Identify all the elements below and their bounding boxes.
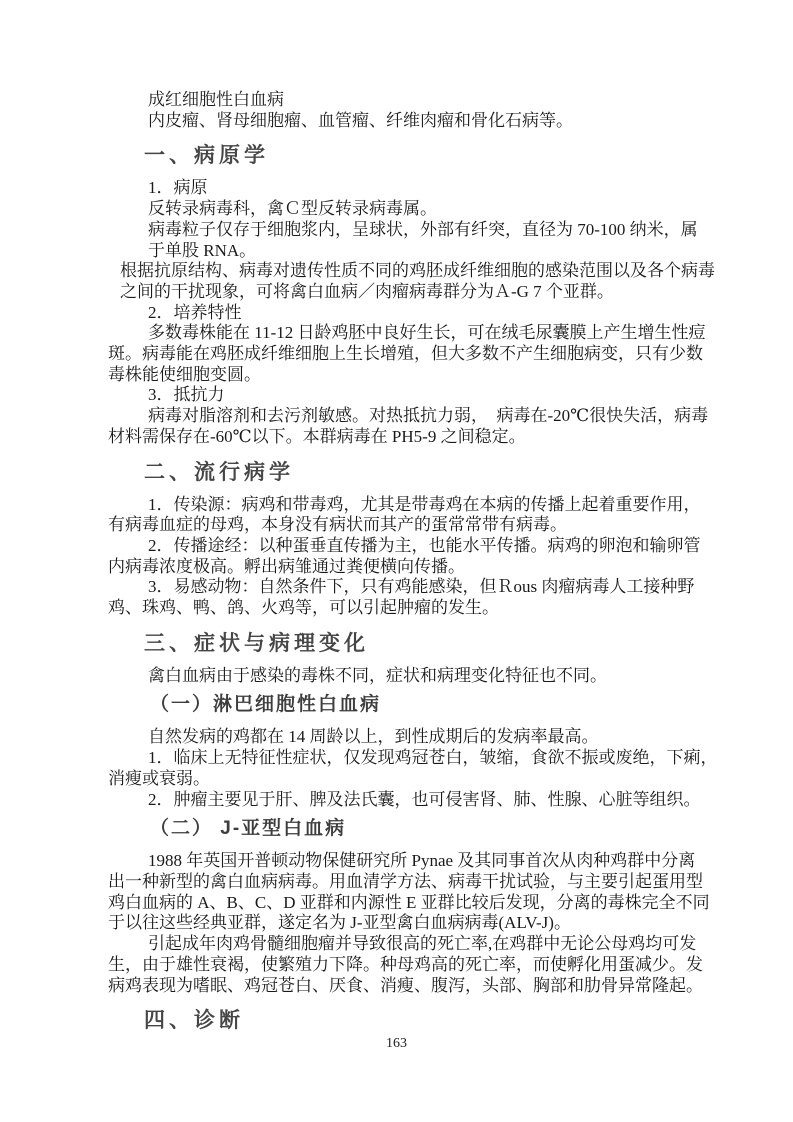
text-line: 病鸡表现为嗜眠、鸡冠苍白、厌食、消瘦、腹泻，头部、胸部和肋骨异常隆起。 (108, 975, 703, 995)
text-line: 生，由于雄性衰褐，使繁殖力下降。种母鸡高的死亡率，而使孵化用蛋减少。发 (108, 954, 703, 974)
list-item: 1．临床上无特征性症状，仅发现鸡冠苍白，皱缩，食欲不振或废绝，下痢， (148, 748, 718, 768)
list-item: 3．易感动物：自然条件下，只有鸡能感染，但Ｒous 肉瘤病毒人工接种野 (148, 577, 695, 597)
text-line: 鸡白血病的 A、B、C、D 亚群和内源性 E 亚群比较后发现，分离的毒株完全不同 (108, 892, 710, 912)
list-item: 2．肿瘤主要见于肝、脾及法氏囊，也可侵害肾、肺、性腺、心脏等组织。 (148, 789, 701, 809)
text-line: 出一种新型的禽白血病病毒。用血清学方法、病毒干扰试验，与主要引起蛋用型 (108, 871, 703, 891)
text-line: 毒株能使细胞变圆。 (108, 364, 261, 384)
text-line: 病毒对脂溶剂和去污剂敏感。对热抵抗力弱， 病毒在-20℃很快失活，病毒 (148, 406, 709, 426)
text-line: 成红细胞性白血病 (148, 90, 284, 109)
list-item: 2．培养特性 (148, 302, 242, 322)
text-line: 鸡、珠鸡、鸭、鸽、火鸡等，可以引起肿瘤的发生。 (108, 598, 499, 618)
section-heading: 二、流行病学 (144, 460, 294, 484)
text-line: 于单股 RNA。 (148, 240, 257, 260)
text-line: 斑。病毒能在鸡胚成纤维细胞上生长增殖，但大多数不产生细胞病变，只有少数 (108, 344, 703, 364)
section-heading: 四、诊断 (144, 1009, 244, 1033)
section-heading: 三、症状与病理变化 (144, 631, 369, 655)
list-item: 1．传染源：病鸡和带毒鸡，尤其是带毒鸡在本病的传播上起着重要作用， (148, 494, 701, 514)
text-line: 于以往这些经典亚群，遂定名为 J-亚型禽白血病病毒(ALV-J)。 (108, 913, 571, 933)
text-line: 病毒粒子仅存于细胞浆内，呈球状，外部有纤突，直径为 70-100 纳米，属 (148, 219, 698, 239)
page-number: 163 (386, 1036, 407, 1051)
text-line: 多数毒株能在 11-12 日龄鸡胚中良好生长，可在绒毛尿囊膜上产生增生性痘 (148, 323, 706, 343)
text-line: 内皮瘤、肾母细胞瘤、血管瘤、纤维肉瘤和骨化石病等。 (148, 110, 573, 130)
document-body (108, 90, 723, 1043)
list-item: 2．传播途经：以种蛋垂直传播为主，也能水平传播。病鸡的卵泡和输卵管 (148, 535, 701, 555)
text-line: 之间的干扰现象，可将禽白血病／肉瘤病毒群分为Ａ-G 7 个亚群。 (120, 281, 614, 301)
text-line: 1988 年英国开普顿动物保健研究所 Pynae 及其同事首次从肉种鸡群中分离 (148, 851, 696, 871)
section-heading: 一、病原学 (144, 144, 269, 168)
list-item: 1．病原 (148, 178, 208, 198)
text-line: 禽白血病由于感染的毒株不同，症状和病理变化特征也不同。 (148, 665, 607, 685)
subsection-heading: （二） J-亚型白血病 (150, 818, 347, 840)
subsection-heading: （一）淋巴细胞性白血病 (150, 694, 382, 716)
text-line: 反转录病毒科，禽Ｃ型反转录病毒属。 (148, 199, 437, 219)
text-line: 自然发病的鸡都在 14 周龄以上，到性成期后的发病率最高。 (148, 727, 599, 747)
text-line: 内病毒浓度极高。孵出病雏通过粪便横向传播。 (108, 556, 465, 576)
text-line: 消瘦或衰弱。 (108, 768, 210, 788)
text-line: 引起成年肉鸡骨髓细胞瘤并导致很高的死亡率,在鸡群中无论公母鸡均可发 (148, 934, 697, 954)
text-line: 有病毒血症的母鸡，本身没有病状而其产的蛋常常带有病毒。 (108, 515, 567, 535)
text-line: 根据抗原结构、病毒对遗传性质不同的鸡胚成纤维细胞的感染范围以及各个病毒 (120, 261, 715, 281)
list-item: 3．抵抗力 (148, 385, 225, 405)
text-line: 材料需保存在-60℃以下。本群病毒在 PH5-9 之间稳定。 (108, 426, 526, 446)
